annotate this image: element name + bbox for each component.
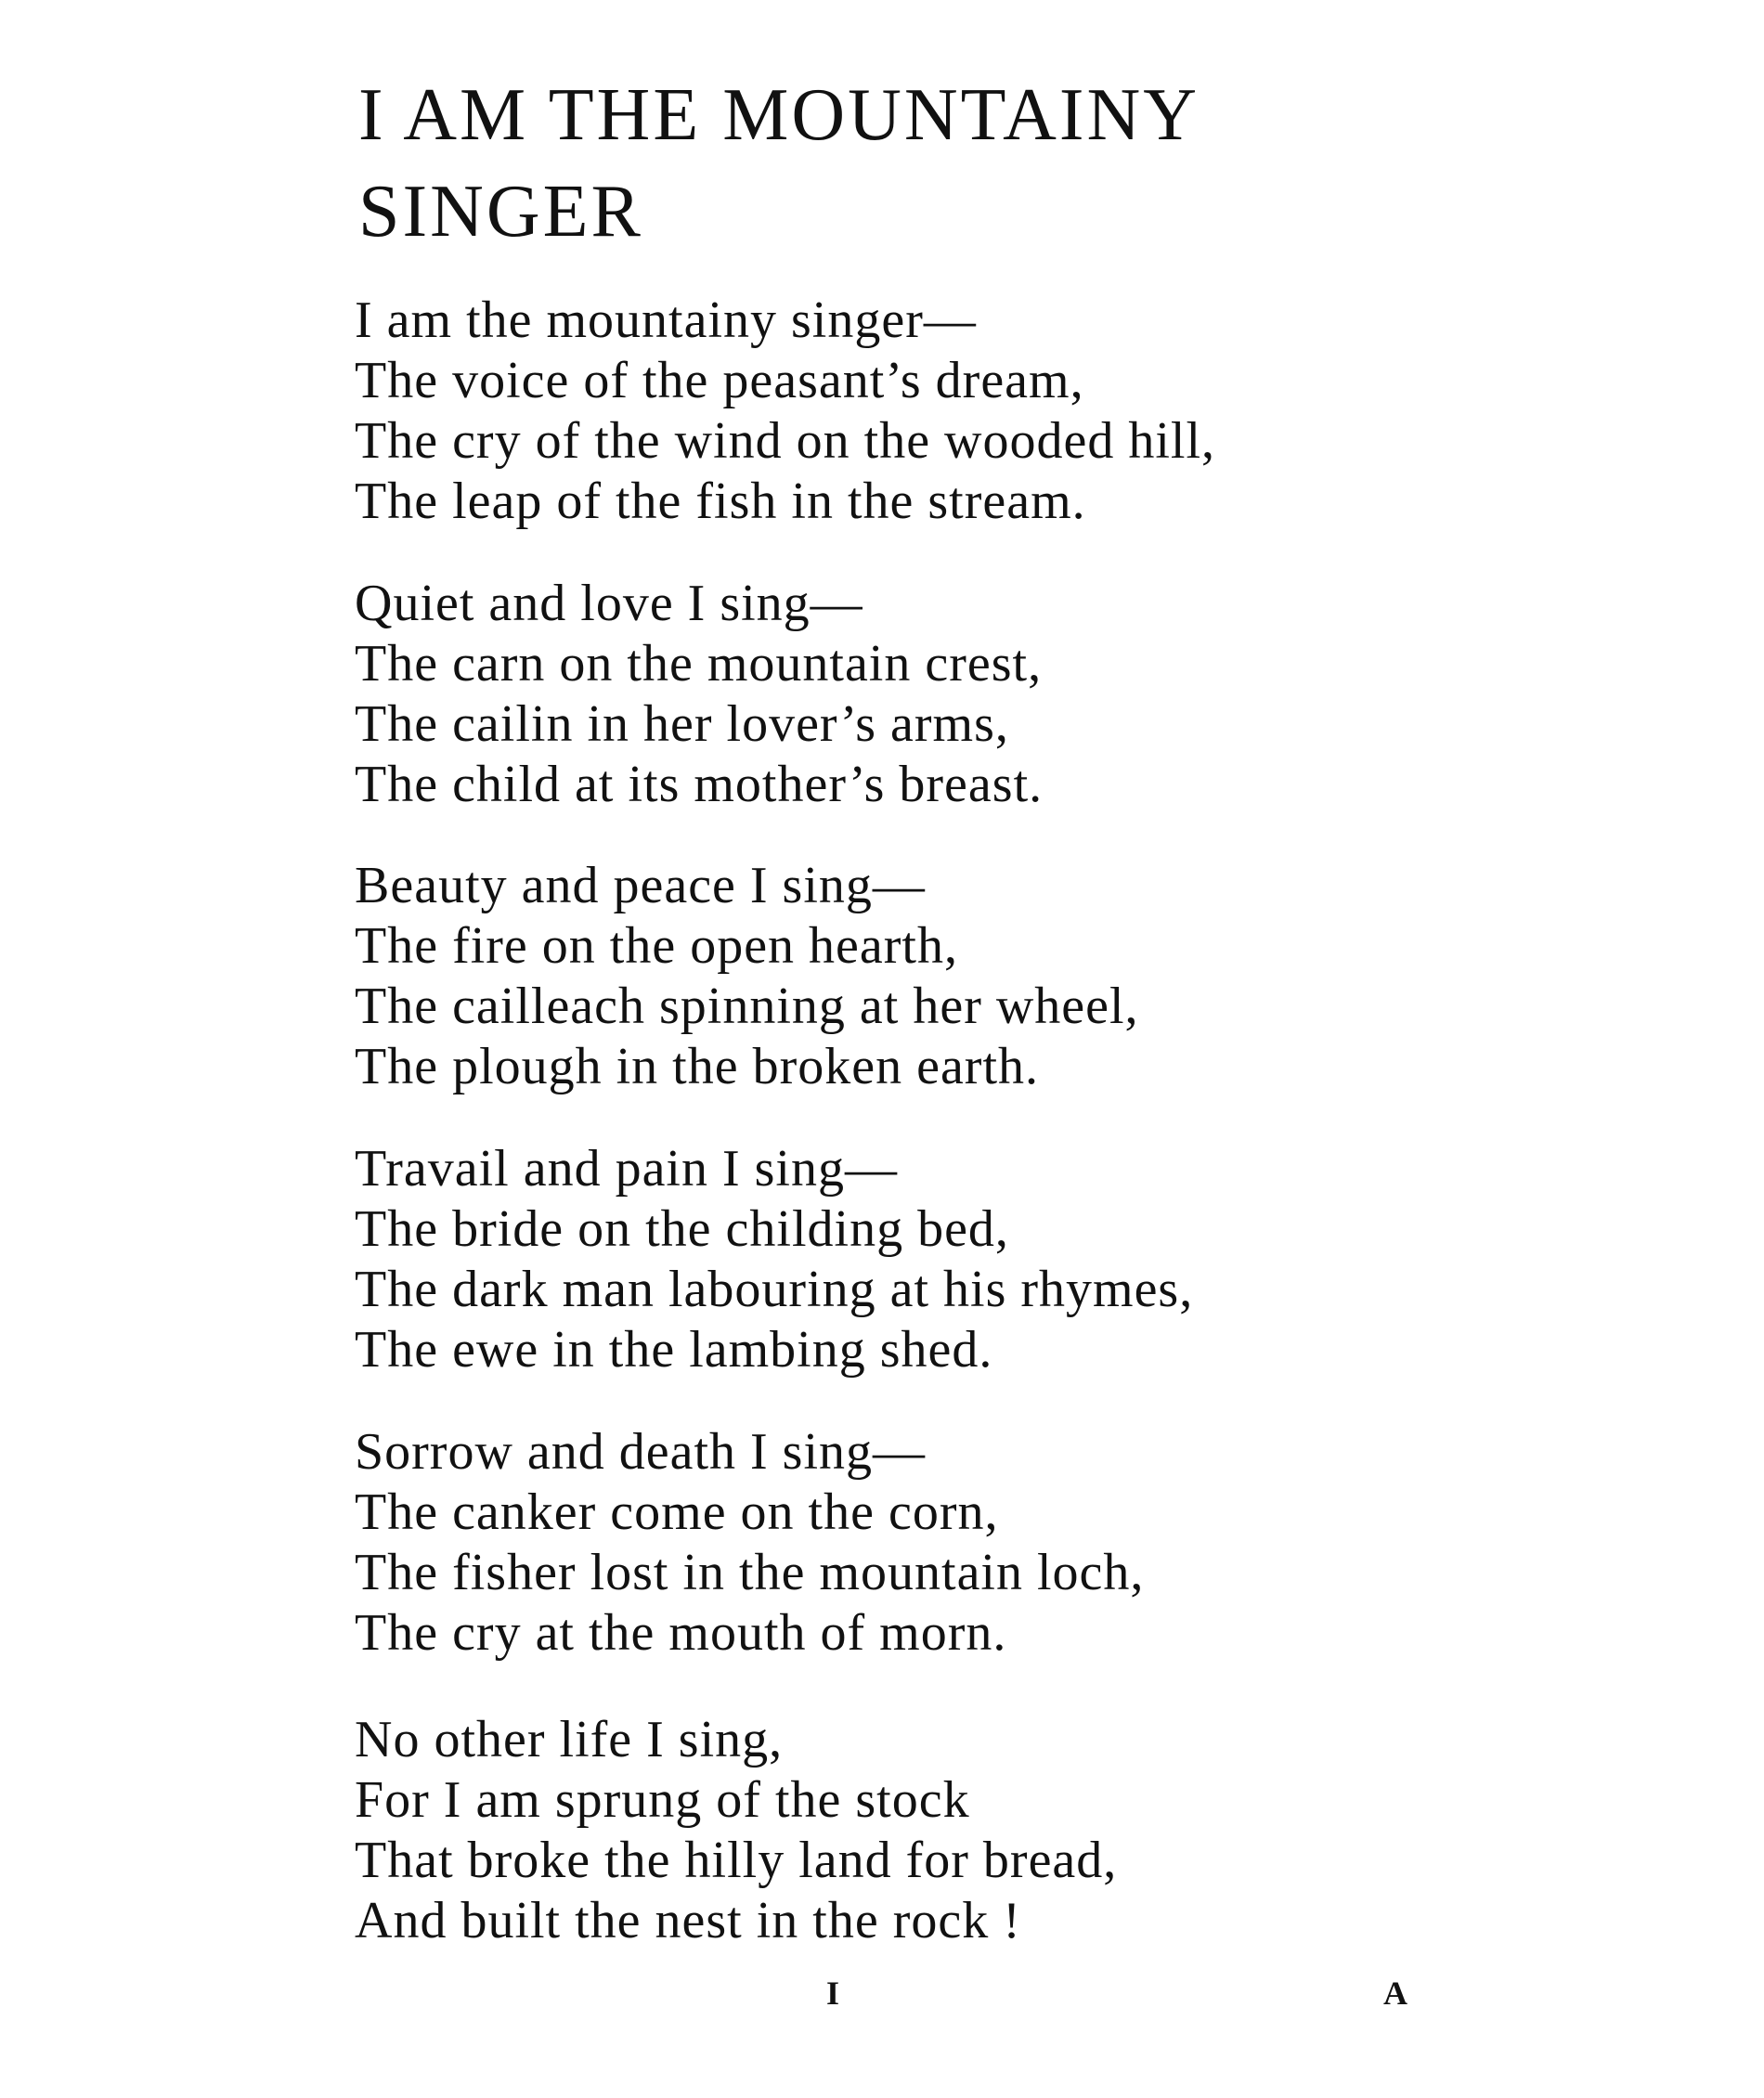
poem-line: The carn on the mountain crest, <box>355 635 1043 693</box>
stanza-1 <box>355 291 1469 532</box>
poem-line: The fire on the open hearth, <box>355 917 958 975</box>
poem-line: The ewe in the lambing shed. <box>355 1321 993 1379</box>
poem-line: Quiet and love I sing— <box>355 575 863 632</box>
poem-line: The fisher lost in the mountain loch, <box>355 1544 1145 1601</box>
poem-line: The cry at the mouth of morn. <box>355 1604 1007 1662</box>
poem-line: The leap of the fish in the stream. <box>355 473 1086 530</box>
poem-line: I am the mountainy singer— <box>355 291 977 349</box>
poem-line: For I am sprung of the stock <box>355 1771 970 1829</box>
poem-title <box>358 67 1472 260</box>
stanza-2 <box>355 574 1469 815</box>
poem-line: The canker come on the corn, <box>355 1483 999 1541</box>
poem-title-line-2: SINGER <box>358 171 643 253</box>
poem-line: The child at its mother’s breast. <box>355 756 1044 813</box>
poem-line: Travail and pain I sing— <box>355 1140 898 1198</box>
stanza-4 <box>355 1139 1469 1380</box>
poem-line: Sorrow and death I sing— <box>355 1423 927 1481</box>
poem-line: No other life I sing, <box>355 1711 784 1768</box>
poem-line: The plough in the broken earth. <box>355 1038 1040 1095</box>
poem-line: The bride on the childing bed, <box>355 1200 1009 1258</box>
stanza-3 <box>355 856 1469 1097</box>
poem-line: That broke the hilly land for bread, <box>355 1832 1118 1889</box>
poem-line: The cry of the wind on the wooded hill, <box>355 412 1216 470</box>
poem-line: The dark man labouring at his rhymes, <box>355 1261 1194 1318</box>
poem-line: And built the nest in the rock ! <box>355 1892 1021 1949</box>
poem-title-line-1: I AM THE MOUNTAINY <box>358 74 1200 156</box>
poem-line: The cailin in her lover’s arms, <box>355 695 1009 753</box>
stanza-5 <box>355 1422 1469 1664</box>
poem-line: The voice of the peasant’s dream, <box>355 352 1084 409</box>
stanza-6 <box>355 1710 1469 1951</box>
signature-mark: A <box>1383 1975 1407 2012</box>
poem-line: The cailleach spinning at her wheel, <box>355 978 1139 1035</box>
poem-line: Beauty and peace I sing— <box>355 857 926 914</box>
page-number: I <box>826 1975 840 2012</box>
